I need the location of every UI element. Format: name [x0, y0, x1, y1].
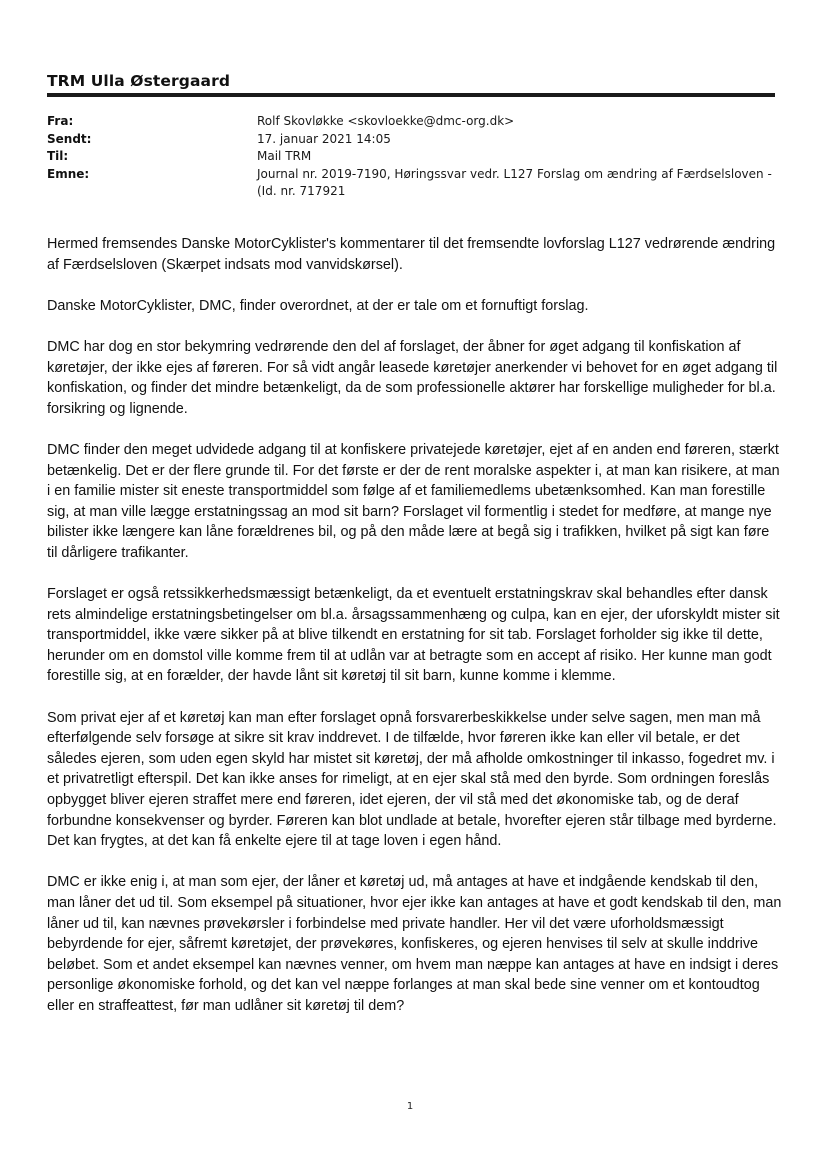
page-number: 1: [406, 1101, 414, 1112]
body-paragraph: Danske MotorCyklister, DMC, finder overordnet, at der er tale om et fornuftigt forslag.: [47, 297, 589, 314]
sent-label: Sendt:: [47, 131, 92, 146]
body-paragraph: Hermed fremsendes Danske MotorCyklister's kommentarer til det fremsendte lovforslag L127 vedrørende ændring af Færdselsloven (Skærpet indsats mod vanvidskørsel).: [47, 236, 776, 273]
from-label: Fra:: [47, 114, 74, 128]
subject-label: Emne:: [47, 166, 90, 181]
title-divider: [47, 93, 775, 97]
subject-row: [47, 166, 777, 201]
to-value: Mail TRM: [257, 149, 312, 163]
subject-value: Journal nr. 2019-7190, Høringssvar vedr. L127 Forslag om ændring af Færdselsloven - (Id. nr. 717921: [257, 166, 772, 198]
mailbox-title: TRM Ulla Østergaard: [47, 72, 231, 90]
email-body: [47, 234, 782, 1037]
from-value: Rolf Skovløkke <skovloekke@dmc-org.dk>: [257, 114, 515, 128]
sent-value: 17. januar 2021 14:05: [257, 131, 391, 146]
email-header: [47, 113, 777, 201]
body-paragraph: DMC er ikke enig i, at man som ejer, der låner et køretøj ud, må antages at have et indgående kendskab til den, man låner det ud til. Som eksempel på situationer, hvor ejer ikke kan antages at have et godt kendskab til den, man låner ud til, kan nævnes prøvekørsler i forbindelse med private handler. Her vil det være uforholdsmæssigt bebyrdende for ejer, såfremt køretøjet, der prøvekøres, konfiskeres, og ejeren henvises til selv at skulle inddrive beløbet. Som et andet eksempel kan nævnes venner, om hvem man næppe kan antages at have en indsigt i deres personlige økonomiske forhold, og det kan vel næppe forlanges at man skal bede sine venner om et kontoudtog eller en straffeattest, før man udlåner sit køretøj til dem?: [47, 874, 782, 1014]
body-paragraph: Som privat ejer af et køretøj kan man efter forslaget opnå forsvarerbeskikkelse under selve sagen, men man må efterfølgende selv forsøge at sikre sit krav inddrevet. I de tilfælde, hvor føreren ikke kan eller vil betale, er det således ejeren, som uden egen skyld har mistet sit køretøj, der må afholde omkostninger til inkasso, fogedret mv. i et privatretligt efterspil. Det kan ikke anses for rimeligt, at en ejer skal stå med den byrde. Som ordningen foreslås opbygget bliver ejeren straffet mere end føreren, idet ejeren, der vil stå med det økonomiske tab, og de deraf forbundne konsekvenser og byrder. Føreren kan blot undlade at betale, hvorefter ejeren står tilbage med byrderne. Det kan frygtes, at det kan få enkelte ejere til at tage loven i egen hånd.: [47, 709, 777, 850]
body-paragraph: Forslaget er også retssikkerhedsmæssigt betænkeligt, da et eventuelt erstatningskrav skal behandles efter dansk rets almindelige erstatningsbetingelser om bl.a. årsagssammenhæng og culpa, kan en ejer, der uforskyldt mister sit transportmiddel, ikke være sikker på at blive tilkendt en erstatning for sit tab. Forslaget forholder sig ikke til dette, herunder om en domstol ville komme frem til at udlån var at betragte som en accept af risiko. Her kunne man godt forestille sig, at en forælder, der havde lånt sit køretøj til sit barn, kunne komme i klemme.: [47, 586, 780, 685]
body-paragraph: DMC har dog en stor bekymring vedrørende den del af forslaget, der åbner for øget adgang til konfiskation af køretøjer, der ikke ejes af føreren. For så vidt angår leasede køretøjer anerkender vi behovet for en øget adgang til konfiskation, og finder det mindre betænkeligt, da de som professionelle aktører har forskellige muligheder for bl.a. forsikring og lignende.: [47, 338, 778, 417]
to-row: [47, 148, 777, 166]
body-paragraph: DMC finder den meget udvidede adgang til at konfiskere privatejede køretøjer, ejet af en anden end føreren, stærkt betænkelig. Det er der flere grunde til. For det første er der de rent moralske aspekter i, at man kan risikere, at man i en familie mister sit eneste transportmiddel som følge af et familiemedlems ubetænksomhed. Kan man forestille sig, at man ville lægge erstatningssag an mod sit barn? Forslaget vil formentlig i stedet for medføre, at mange nye bilister ikke længere kan låne forældrenes bil, og på den måde lære at begå sig i trafikken, hvilket på sigt kan føre til dårligere trafikanter.: [47, 441, 780, 561]
from-row: [47, 113, 777, 131]
sent-row: [47, 131, 777, 149]
to-label: Til:: [47, 149, 69, 163]
